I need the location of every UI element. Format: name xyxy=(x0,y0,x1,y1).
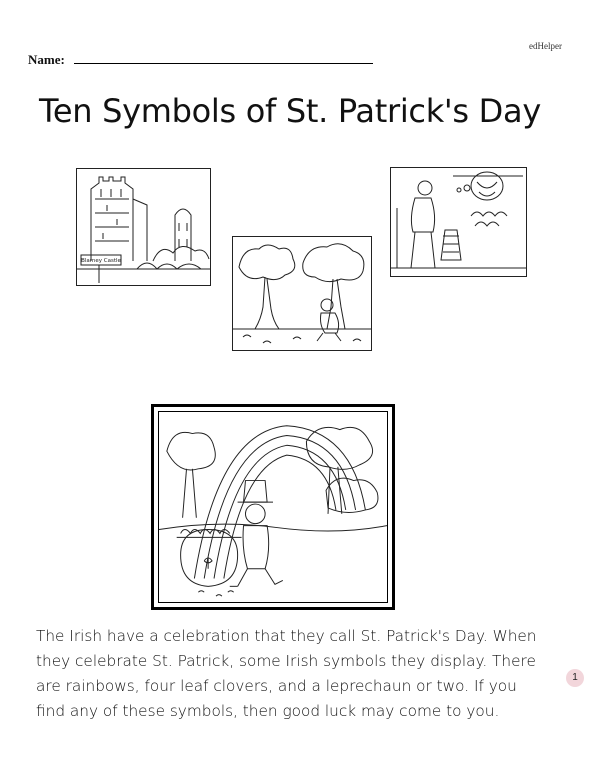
castle-illustration xyxy=(76,168,211,286)
clover-illustration xyxy=(232,236,372,351)
story-line: are rainbows, four leaf clovers, and a leprechaun or two. If you xyxy=(36,677,517,695)
story-line: find any of these symbols, then good luck may come to you. xyxy=(36,702,500,720)
name-label: Name: xyxy=(28,52,65,67)
pot-of-gold-illustration xyxy=(390,167,527,277)
page-number-badge: 1 xyxy=(566,669,584,687)
brand-label: edHelper xyxy=(529,41,562,51)
name-line[interactable] xyxy=(74,63,373,64)
story-line: The Irish have a celebration that they call St. Patrick's Day. When xyxy=(36,627,537,645)
page-title: Ten Symbols of St. Patrick's Day xyxy=(39,92,541,130)
story-line: they celebrate St. Patrick, some Irish symbols they display. There xyxy=(36,652,536,670)
leprechaun-illustration xyxy=(151,404,395,610)
castle-sign-text: Blarney Castle xyxy=(81,258,121,264)
name-field[interactable] xyxy=(28,52,373,68)
story-paragraph xyxy=(36,624,566,724)
